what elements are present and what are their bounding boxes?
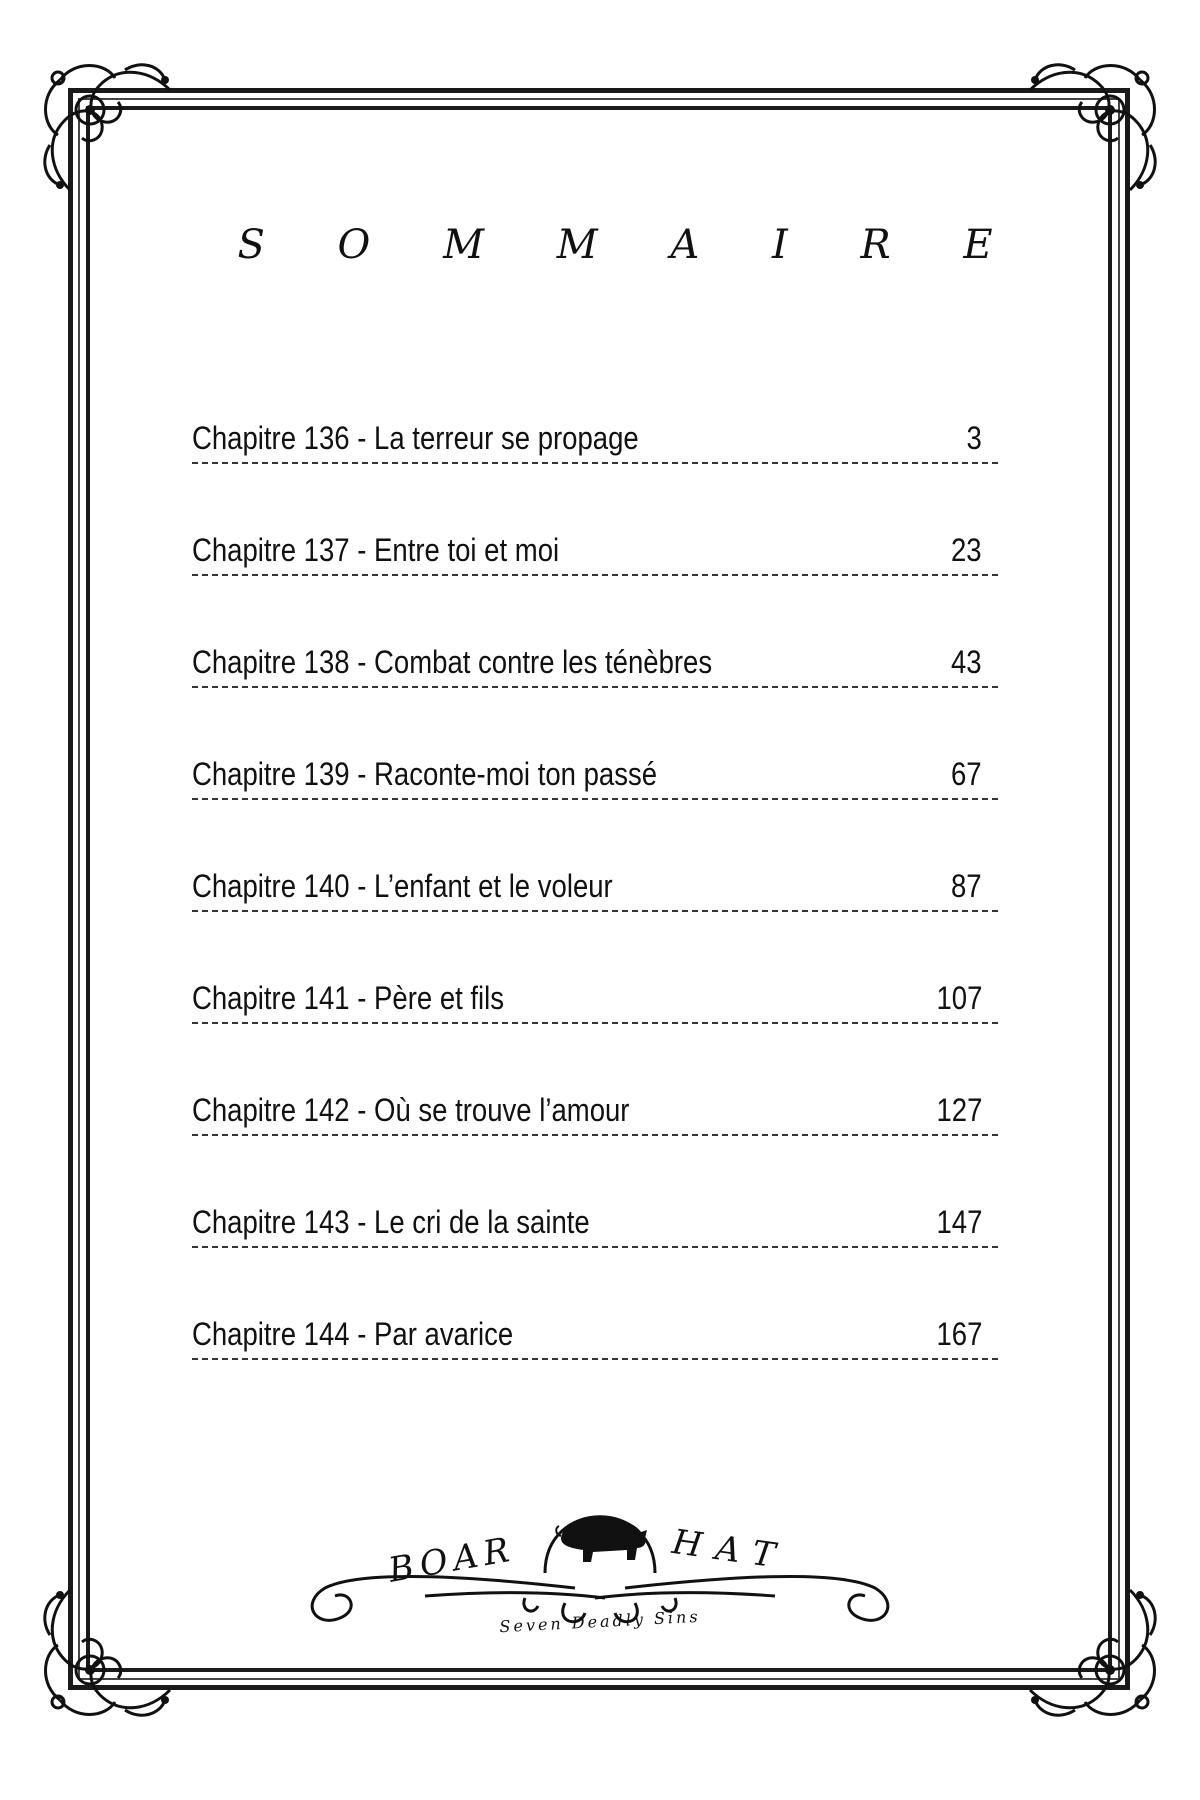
toc-entry[interactable] xyxy=(192,858,998,970)
chapter-title: Chapitre 144 - Par avarice xyxy=(192,1316,514,1352)
dashed-leader xyxy=(192,462,998,464)
toc-entry[interactable] xyxy=(192,1306,998,1418)
boar-icon xyxy=(553,1508,649,1568)
chapter-title: Chapitre 140 - L’enfant et le voleur xyxy=(192,868,613,904)
dashed-leader xyxy=(192,1246,998,1248)
corner-ornament-icon xyxy=(30,50,180,200)
chapter-page-number: 147 xyxy=(936,1204,982,1240)
dashed-leader xyxy=(192,910,998,912)
toc-entry[interactable] xyxy=(192,634,998,746)
dashed-leader xyxy=(192,1134,998,1136)
table-of-contents xyxy=(192,410,998,1418)
toc-entry[interactable] xyxy=(192,746,998,858)
chapter-page-number: 87 xyxy=(951,868,982,904)
toc-entry[interactable] xyxy=(192,522,998,634)
chapter-page-number: 67 xyxy=(951,756,982,792)
toc-entry[interactable] xyxy=(192,970,998,1082)
logo-word-right: HAT xyxy=(669,1522,792,1578)
dashed-leader xyxy=(192,574,998,576)
chapter-title: Chapitre 143 - Le cri de la sainte xyxy=(192,1204,590,1240)
chapter-title: Chapitre 137 - Entre toi et moi xyxy=(192,532,560,568)
toc-entry[interactable] xyxy=(192,410,998,522)
chapter-page-number: 167 xyxy=(936,1316,982,1352)
chapter-page-number: 127 xyxy=(936,1092,982,1128)
logo-subtitle: Seven Deadly Sins xyxy=(499,1606,701,1637)
chapter-page-number: 43 xyxy=(951,644,982,680)
toc-entry[interactable] xyxy=(192,1082,998,1194)
corner-ornament-icon xyxy=(30,1580,180,1730)
chapter-title: Chapitre 139 - Raconte-moi ton passé xyxy=(192,756,658,792)
chapter-title: Chapitre 136 - La terreur se propage xyxy=(192,420,639,456)
page-title: S O M M A I R E xyxy=(237,222,1023,268)
chapter-title: Chapitre 141 - Père et fils xyxy=(192,980,505,1016)
dashed-leader xyxy=(192,798,998,800)
dashed-leader xyxy=(192,1022,998,1024)
chapter-title: Chapitre 142 - Où se trouve l’amour xyxy=(192,1092,630,1128)
corner-ornament-icon xyxy=(1020,50,1170,200)
dashed-leader xyxy=(192,686,998,688)
chapter-page-number: 3 xyxy=(966,420,982,456)
chapter-title: Chapitre 138 - Combat contre les ténèbres xyxy=(192,644,713,680)
dashed-leader xyxy=(192,1358,998,1360)
chapter-page-number: 23 xyxy=(951,532,982,568)
logo-word-left: BOAR xyxy=(385,1529,519,1591)
corner-ornament-icon xyxy=(1020,1580,1170,1730)
toc-entry[interactable] xyxy=(192,1194,998,1306)
chapter-page-number: 107 xyxy=(936,980,982,1016)
